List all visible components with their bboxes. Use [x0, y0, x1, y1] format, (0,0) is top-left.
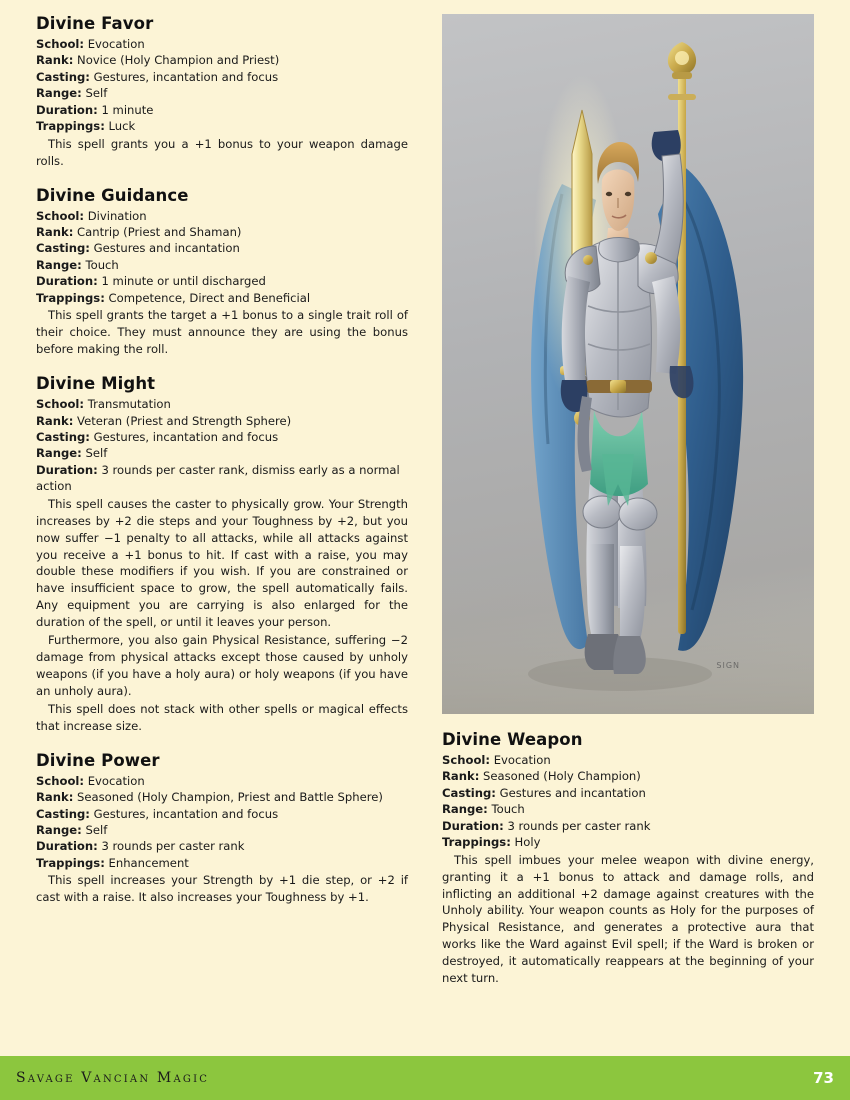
spell-description: This spell grants the target a +1 bonus to a single trait roll of their choice. They must announce they are using the bonus before making the roll. [36, 308, 408, 357]
value-school: Evocation [87, 773, 145, 788]
label-casting: Casting: [36, 806, 90, 821]
spell-casting-line [36, 429, 408, 445]
spell-rank-line [36, 789, 408, 805]
value-range: Self [85, 446, 108, 461]
label-school: School: [36, 208, 85, 223]
value-school: Transmutation [87, 397, 171, 412]
value-casting: Gestures, incantation and focus [93, 429, 279, 444]
spell-duration-line [36, 462, 408, 495]
spell-school-line [36, 36, 408, 52]
spell-duration-line [442, 818, 814, 834]
label-casting: Casting: [36, 429, 90, 444]
spell-entry-divine-weapon [442, 730, 814, 987]
spell-casting-line [36, 806, 408, 822]
label-duration: Duration: [36, 839, 98, 854]
label-trappings: Trappings: [442, 835, 511, 850]
spell-rank-line [36, 224, 408, 240]
spell-school-line [36, 773, 408, 789]
label-school: School: [36, 397, 85, 412]
value-rank: Seasoned (Holy Champion, Priest and Battle Sphere) [77, 790, 383, 805]
left-column [36, 14, 408, 922]
spell-range-line [442, 801, 814, 817]
spell-casting-line [442, 785, 814, 801]
spell-range-line [36, 85, 408, 101]
spell-entry-divine-might [36, 374, 408, 735]
spell-duration-line [36, 102, 408, 118]
value-range: Self [85, 823, 108, 838]
label-range: Range: [36, 257, 82, 272]
label-trappings: Trappings: [36, 119, 105, 134]
value-casting: Gestures and incantation [499, 785, 646, 800]
spell-trappings-line [36, 855, 408, 871]
spell-entry-divine-power [36, 751, 408, 907]
spell-range-line [36, 257, 408, 273]
footer-book-title: Savage Vancian Magic [16, 1070, 210, 1086]
value-duration: 1 minute or until discharged [101, 274, 266, 289]
label-rank: Rank: [36, 790, 74, 805]
label-duration: Duration: [36, 462, 98, 477]
spell-description: This spell grants you a +1 bonus to your weapon damage rolls. [36, 136, 408, 168]
spell-trappings-line [36, 118, 408, 134]
label-duration: Duration: [442, 818, 504, 833]
label-range: Range: [36, 86, 82, 101]
spell-school-line [36, 396, 408, 412]
spell-entry-divine-guidance [36, 186, 408, 358]
spell-description: This spell imbues your melee weapon with divine energy, granting it a +1 bonus to attack and damage rolls, and inflicting an additional +2 damage against creatures with the Unholy ability. Your weapon counts as Holy for the purposes of Physical Resistance, and generates a protective aura that works like the Ward against Evil spell; if the Ward is broken or destroyed, it automatically reappears at the beginning of your next turn. [442, 852, 814, 986]
spell-duration-line [36, 273, 408, 289]
label-duration: Duration: [36, 274, 98, 289]
paladin-figure-art [442, 14, 814, 714]
spell-description-p1: This spell causes the caster to physically grow. Your Strength increases by +2 die steps and your Toughness by +2, but you now suffer −1 penalty to all attacks, while all attacks against you receive a +1 bonus to hit. If cast with a raise, you may double these modifiers if you wish. If you are constrained or have insufficient space to grow, the spell automatically fails. Any equipment you are carrying is also enlarged for the duration of the spell, or until it leaves your person. [36, 496, 408, 630]
label-casting: Casting: [36, 69, 90, 84]
holy-champion-illustration [442, 14, 814, 714]
label-duration: Duration: [36, 102, 98, 117]
label-school: School: [442, 753, 491, 767]
value-duration: 3 rounds per caster rank [507, 818, 651, 833]
spell-description-p2: Furthermore, you also gain Physical Resistance, suffering −2 damage from physical attacks except those caused by unholy weapons (if you have a holy aura) or holy weapons (if you have an unholy aura). [36, 633, 408, 698]
spell-school-line [442, 752, 814, 768]
right-column [442, 730, 814, 1003]
spell-title: Divine Favor [36, 14, 154, 33]
label-rank: Rank: [442, 769, 480, 784]
spell-casting-line [36, 69, 408, 85]
spell-range-line [36, 445, 408, 461]
value-casting: Gestures, incantation and focus [93, 69, 279, 84]
value-trappings: Competence, Direct and Beneficial [108, 290, 311, 305]
footer-page-number: 73 [813, 1069, 834, 1087]
label-range: Range: [36, 823, 82, 838]
value-casting: Gestures, incantation and focus [93, 806, 279, 821]
value-trappings: Enhancement [108, 855, 189, 870]
label-school: School: [36, 37, 85, 51]
label-range: Range: [36, 446, 82, 461]
spell-description-p3: This spell does not stack with other spells or magical effects that increase size. [36, 701, 408, 733]
spell-casting-line [36, 240, 408, 256]
content-columns [36, 14, 814, 1014]
value-rank: Novice (Holy Champion and Priest) [77, 53, 280, 68]
spell-title: Divine Guidance [36, 185, 189, 205]
value-rank: Veteran (Priest and Strength Sphere) [77, 413, 292, 428]
value-range: Touch [85, 257, 119, 272]
value-rank: Cantrip (Priest and Shaman) [77, 225, 242, 240]
label-casting: Casting: [442, 785, 496, 800]
label-school: School: [36, 773, 85, 788]
spell-title: Divine Power [36, 750, 160, 770]
label-trappings: Trappings: [36, 855, 105, 870]
value-duration: 3 rounds per caster rank, dismiss early as a normal action [36, 462, 400, 494]
value-duration: 3 rounds per caster rank [101, 839, 245, 854]
label-rank: Rank: [36, 53, 74, 68]
spell-school-line [36, 208, 408, 224]
value-school: Evocation [87, 37, 145, 51]
spell-title: Divine Weapon [442, 730, 583, 749]
value-school: Divination [87, 208, 147, 223]
spell-rank-line [36, 413, 408, 429]
label-rank: Rank: [36, 225, 74, 240]
value-range: Touch [491, 802, 525, 817]
value-range: Self [85, 86, 108, 101]
value-casting: Gestures and incantation [93, 241, 240, 256]
label-range: Range: [442, 802, 488, 817]
spell-duration-line [36, 838, 408, 854]
spell-rank-line [442, 768, 814, 784]
value-school: Evocation [493, 753, 551, 767]
value-duration: 1 minute [101, 102, 154, 117]
page-footer [0, 1056, 850, 1100]
spell-description: This spell increases your Strength by +1 die step, or +2 if cast with a raise. It also increases your Toughness by +1. [36, 873, 408, 905]
spell-entry-divine-favor [36, 14, 408, 170]
value-rank: Seasoned (Holy Champion) [483, 769, 641, 784]
spell-title: Divine Might [36, 374, 156, 394]
label-casting: Casting: [36, 241, 90, 256]
value-trappings: Holy [514, 835, 541, 850]
artist-signature: SIGN [716, 661, 740, 670]
label-rank: Rank: [36, 413, 74, 428]
spell-rank-line [36, 52, 408, 68]
spell-range-line [36, 822, 408, 838]
spell-trappings-line [36, 290, 408, 306]
label-trappings: Trappings: [36, 290, 105, 305]
spell-trappings-line [442, 834, 814, 850]
value-trappings: Luck [108, 119, 136, 134]
